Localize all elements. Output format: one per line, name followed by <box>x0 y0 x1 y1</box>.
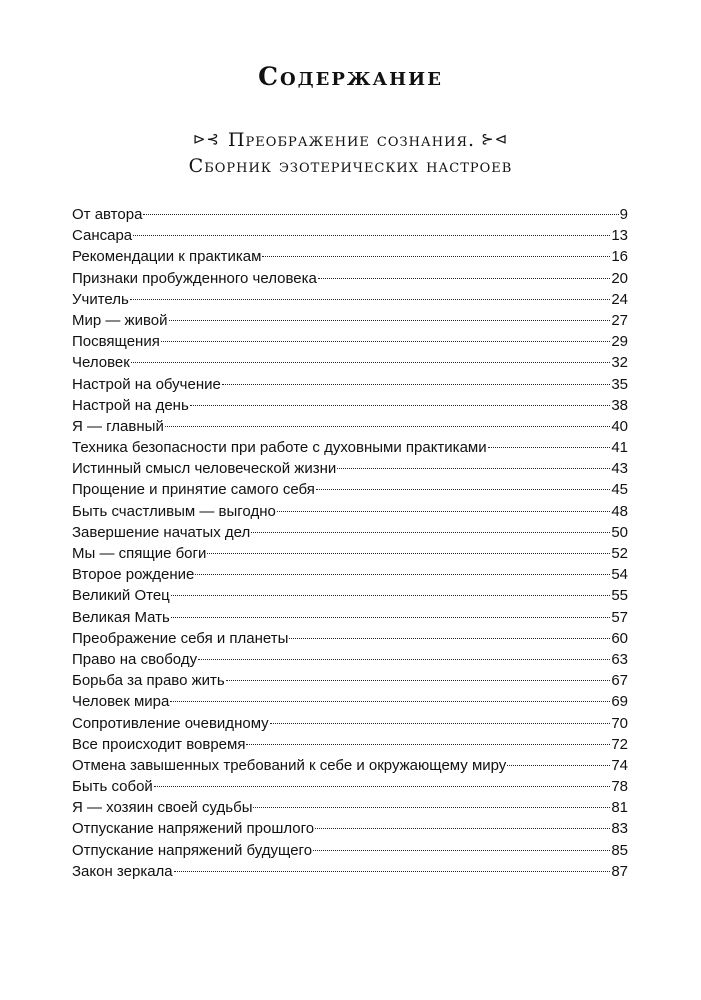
toc-entry-page: 35 <box>611 375 628 393</box>
dot-leader <box>169 320 611 321</box>
toc-entry-title: Человек мира <box>72 693 170 711</box>
dot-leader <box>337 468 610 469</box>
toc-entry[interactable] <box>72 543 628 564</box>
page-title: Содержание <box>258 62 443 91</box>
toc-entry-title: Мы — спящие боги <box>72 545 207 562</box>
dot-leader <box>246 744 610 745</box>
toc-entry[interactable] <box>72 840 628 861</box>
toc-entry-page: 69 <box>611 693 628 711</box>
toc-entry-title: Рекомендации к практикам <box>72 248 262 266</box>
toc-entry-title: Отмена завышенных требований к себе и окружающему миру <box>72 756 507 774</box>
toc-entry[interactable] <box>72 649 628 670</box>
toc-entry-page: 32 <box>611 354 628 372</box>
toc-entry-title: Завершение начатых дел <box>72 523 251 541</box>
toc-entry-page: 55 <box>611 587 628 605</box>
toc-entry-title: Великая Мать <box>72 608 170 626</box>
toc-entry-page: 70 <box>611 714 628 732</box>
toc-entry[interactable] <box>72 310 628 331</box>
toc-entry[interactable] <box>72 522 628 543</box>
toc-entry-title: Право на свободу <box>72 650 198 668</box>
toc-entry-title: Быть собой <box>72 778 153 796</box>
toc-entry-title: Учитель <box>72 290 129 308</box>
toc-entry-page: 40 <box>611 417 628 435</box>
toc-entry[interactable] <box>72 585 628 606</box>
toc-entry[interactable] <box>72 352 628 373</box>
dot-leader <box>171 595 611 596</box>
toc-entry-page: 87 <box>611 862 628 880</box>
toc-entry-page: 60 <box>611 629 628 647</box>
toc-entry[interactable] <box>72 246 628 267</box>
toc-entry[interactable] <box>72 861 628 882</box>
dot-leader <box>195 574 610 575</box>
toc-entry-page: 43 <box>611 460 628 478</box>
toc-entry[interactable] <box>72 818 628 839</box>
toc-entry[interactable] <box>72 691 628 712</box>
toc-entry[interactable] <box>72 225 628 246</box>
dot-leader <box>207 553 610 554</box>
toc-entry[interactable] <box>72 628 628 649</box>
toc-entry[interactable] <box>72 564 628 585</box>
toc-entry-page: 52 <box>611 545 628 562</box>
toc-entry-page: 54 <box>611 566 628 584</box>
toc-entry[interactable] <box>72 374 628 395</box>
toc-entry[interactable] <box>72 395 628 416</box>
dot-leader <box>170 701 610 702</box>
dot-leader <box>262 256 610 257</box>
toc-entry-title: Мир — живой <box>72 311 168 329</box>
toc-entry-title: Великий Отец <box>72 587 170 605</box>
toc-entry[interactable] <box>72 289 628 310</box>
toc-entry[interactable] <box>72 607 628 628</box>
toc-entry-page: 48 <box>611 502 628 520</box>
ornament-left-icon: ⊳⊰ <box>192 130 220 148</box>
toc-entry-title: Посвящения <box>72 333 160 351</box>
toc-entry-title: Второе рождение <box>72 566 195 584</box>
toc-entry-title: Я — главный <box>72 417 164 435</box>
dot-leader <box>277 511 610 512</box>
dot-leader <box>143 214 618 215</box>
toc-entry-page: 83 <box>611 820 628 838</box>
toc-entry[interactable] <box>72 734 628 755</box>
toc-entry[interactable] <box>72 458 628 479</box>
dot-leader <box>488 447 611 448</box>
toc-entry-title: Отпускание напряжений прошлого <box>72 820 315 838</box>
toc-entry-page: 13 <box>611 227 628 245</box>
dot-leader <box>133 235 610 236</box>
section-heading <box>0 126 701 179</box>
toc-entry-title: Прощение и принятие самого себя <box>72 481 315 499</box>
dot-leader <box>165 426 610 427</box>
toc-entry-title: Сопротивление очевидному <box>72 714 269 732</box>
dot-leader <box>226 680 611 681</box>
toc-entry-page: 72 <box>611 735 628 753</box>
toc-entry-title: Закон зеркала <box>72 862 173 880</box>
dot-leader <box>289 638 610 639</box>
toc-entry-page: 27 <box>611 311 628 329</box>
dot-leader <box>174 871 611 872</box>
toc-entry[interactable] <box>72 479 628 500</box>
dot-leader <box>270 723 611 724</box>
toc-entry[interactable] <box>72 437 628 458</box>
toc-entry-page: 20 <box>611 269 628 287</box>
dot-leader <box>315 828 610 829</box>
toc-entry-title: Человек <box>72 354 130 372</box>
toc-entry-title: Настрой на обучение <box>72 375 221 393</box>
dot-leader <box>253 807 610 808</box>
dot-leader <box>222 384 610 385</box>
toc-entry[interactable] <box>72 776 628 797</box>
toc-entry-page: 24 <box>611 290 628 308</box>
dot-leader <box>130 299 610 300</box>
dot-leader <box>318 278 610 279</box>
toc-entry-page: 16 <box>611 248 628 266</box>
dot-leader <box>154 786 611 787</box>
toc-entry-page: 29 <box>611 333 628 351</box>
toc-entry-page: 81 <box>611 799 628 817</box>
toc-entry[interactable] <box>72 755 628 776</box>
dot-leader <box>316 489 610 490</box>
toc-entry-page: 74 <box>611 756 628 774</box>
toc-entry-title: Сансара <box>72 227 133 245</box>
toc-entry-page: 9 <box>619 206 628 223</box>
table-of-contents <box>72 204 628 882</box>
section-title: Преображение сознания. <box>227 129 475 151</box>
section-heading-line-1 <box>0 126 701 153</box>
toc-entry-title: Отпускание напряжений будущего <box>72 841 313 859</box>
dot-leader <box>190 405 611 406</box>
toc-entry-title: Все происходит вовремя <box>72 735 246 753</box>
dot-leader <box>507 765 610 766</box>
toc-entry[interactable] <box>72 670 628 691</box>
toc-entry-title: Признаки пробужденного человека <box>72 269 317 287</box>
toc-entry-page: 78 <box>611 778 628 796</box>
ornament-right-icon: ⊱⊲ <box>481 130 509 148</box>
toc-entry-page: 57 <box>611 608 628 626</box>
toc-entry-title: Техника безопасности при работе с духовными практиками <box>72 439 487 457</box>
toc-entry[interactable] <box>72 416 628 437</box>
dot-leader <box>313 850 610 851</box>
toc-entry-title: Быть счастливым — выгодно <box>72 502 276 520</box>
toc-entry-page: 45 <box>611 481 628 499</box>
toc-entry[interactable] <box>72 268 628 289</box>
toc-entry-page: 38 <box>611 396 628 414</box>
dot-leader <box>161 341 610 342</box>
section-subtitle: Сборник эзотерических настроев <box>188 155 513 177</box>
toc-entry-title: Настрой на день <box>72 396 189 414</box>
toc-entry[interactable] <box>72 797 628 818</box>
toc-entry[interactable] <box>72 713 628 734</box>
toc-entry-page: 85 <box>611 841 628 859</box>
toc-entry-page: 41 <box>611 439 628 457</box>
toc-entry-title: Я — хозяин своей судьбы <box>72 799 253 817</box>
dot-leader <box>198 659 610 660</box>
dot-leader <box>251 532 610 533</box>
toc-entry-page: 67 <box>611 672 628 690</box>
toc-entry[interactable] <box>72 331 628 352</box>
toc-entry-page: 50 <box>611 523 628 541</box>
toc-entry-title: От автора <box>72 206 143 223</box>
toc-entry-title: Преображение себя и планеты <box>72 629 289 647</box>
toc-entry-title: Борьба за право жить <box>72 672 225 690</box>
toc-entry[interactable] <box>72 204 628 225</box>
toc-entry-page: 63 <box>611 650 628 668</box>
dot-leader <box>131 362 611 363</box>
toc-entry[interactable] <box>72 501 628 522</box>
toc-entry-title: Истинный смысл человеческой жизни <box>72 460 337 478</box>
dot-leader <box>171 617 610 618</box>
